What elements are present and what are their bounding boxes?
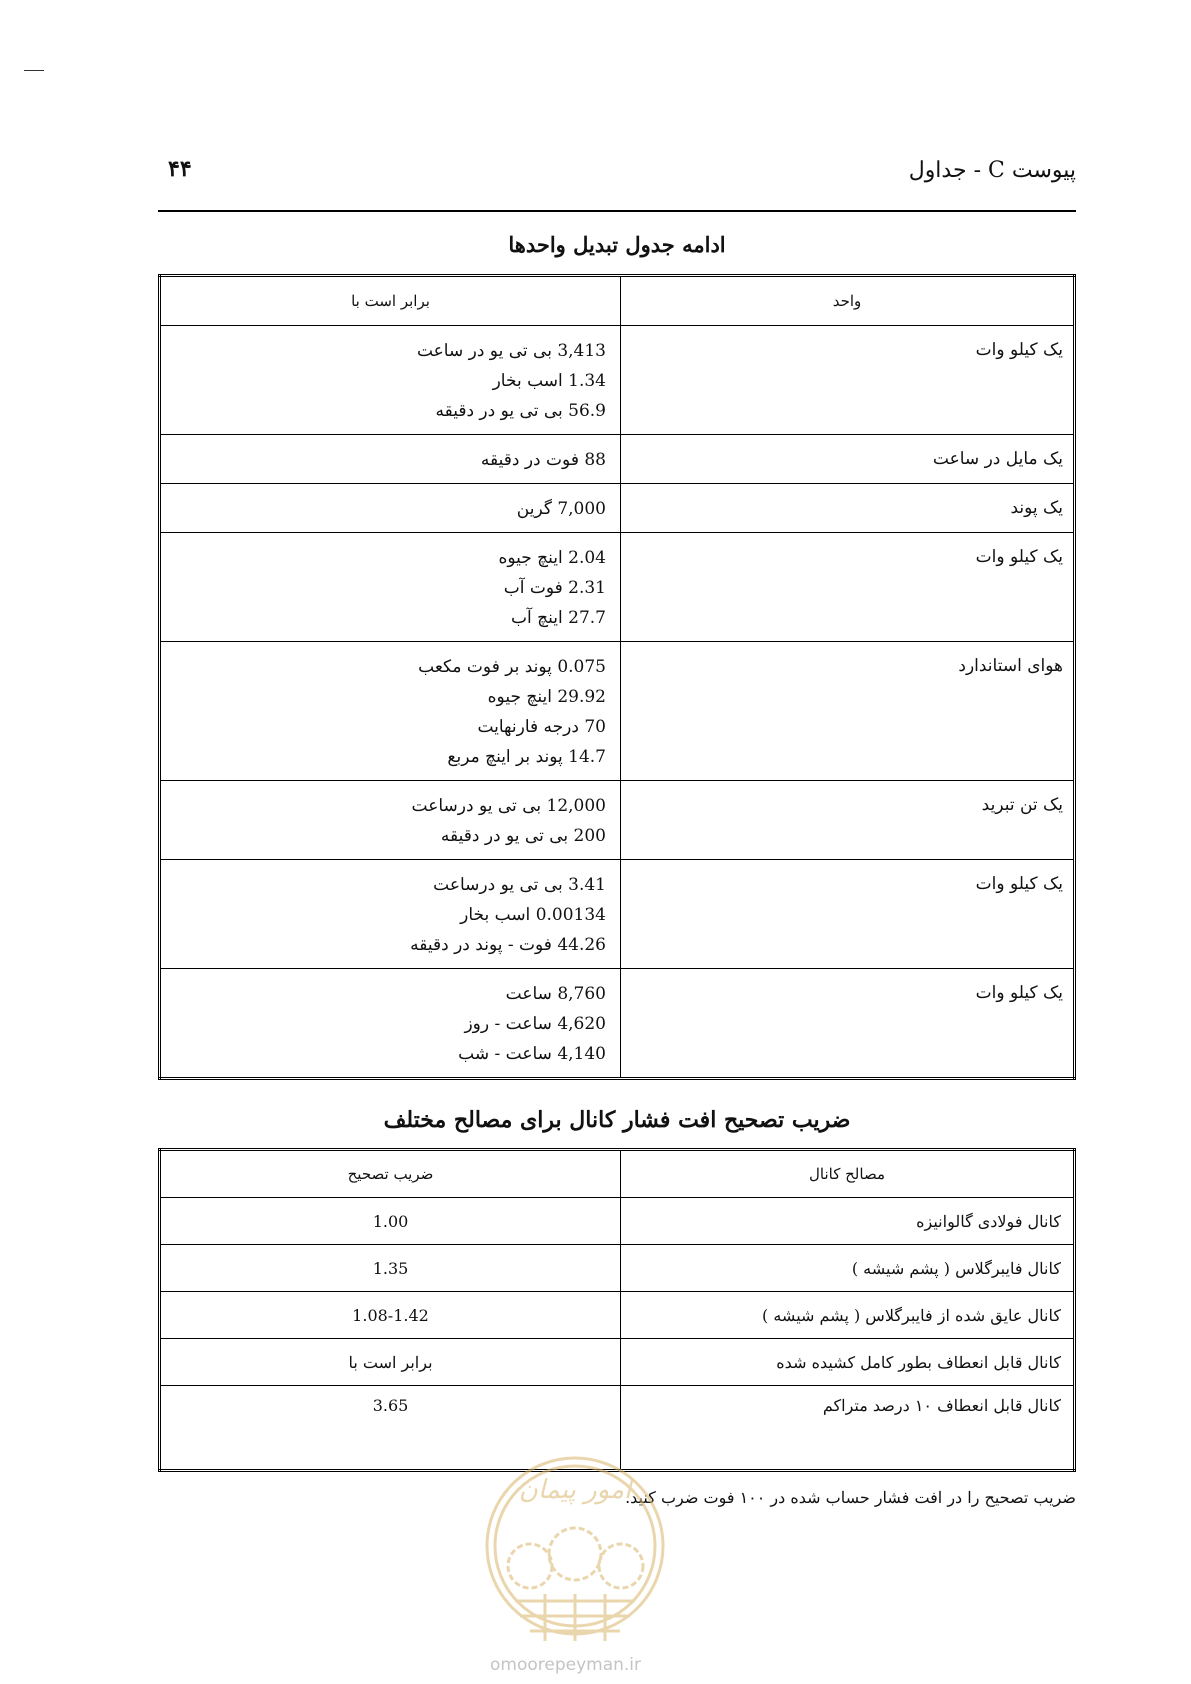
equivalent-value: 4,140 ساعت - شب: [458, 1044, 606, 1064]
equivalent-value: 29.92 اینچ جیوه: [487, 687, 606, 707]
unit-column-header: واحد: [621, 276, 1075, 326]
unit-cell: یک تن تبرید: [621, 781, 1075, 860]
unit-cell: یک کیلو وات: [621, 533, 1075, 642]
equivalent-value: 8,760 ساعت: [505, 984, 606, 1004]
unit-cell: یک مایل در ساعت: [621, 435, 1075, 484]
factor-cell: برابر است با: [160, 1339, 621, 1386]
factor-row: [160, 1292, 1075, 1339]
equivalent-value: 4,620 ساعت - روز: [464, 1014, 606, 1034]
units-row: [160, 642, 1075, 781]
factor-row: [160, 1339, 1075, 1386]
units-row: [160, 781, 1075, 860]
equivalent-value: 70 درجه فارنهایت: [477, 717, 606, 737]
page-header: [158, 152, 1076, 202]
equivalent-cell: [160, 533, 621, 642]
material-cell: کانال فولادی گالوانیزه: [621, 1198, 1075, 1245]
equivalent-value: 12,000 بی تی یو درساعت: [411, 796, 606, 816]
unit-cell: یک پوند: [621, 484, 1075, 533]
equivalent-cell: [160, 781, 621, 860]
material-cell: کانال قابل انعطاف بطور کامل کشیده شده: [621, 1339, 1075, 1386]
equivalent-cell: [160, 326, 621, 435]
units-table-title: ادامه جدول تبدیل واحدها: [508, 232, 726, 257]
unit-cell: یک کیلو وات: [621, 860, 1075, 969]
running-title: پیوست C - جداول: [908, 158, 1076, 183]
equivalent-value: 3.41 بی تی یو درساعت: [433, 875, 606, 895]
equivalent-value: 44.26 فوت - پوند در دقیقه: [410, 935, 606, 955]
unit-cell: یک کیلو وات: [621, 326, 1075, 435]
units-row: [160, 435, 1075, 484]
units-header-row: [160, 276, 1075, 326]
factor-cell: 1.00: [160, 1198, 621, 1245]
equivalent-cell: [160, 969, 621, 1079]
page-number: ۴۴: [168, 156, 192, 182]
units-row: [160, 533, 1075, 642]
footnote: ضریب تصحیح را در افت فشار حساب شده در ۱۰۰ فوت ضرب کنید.: [625, 1488, 1076, 1507]
factor-cell: 1.08-1.42: [160, 1292, 621, 1339]
equivalent-value: 14.7 پوند بر اینچ مربع: [447, 747, 606, 767]
equivalent-value: 1.34 اسب بخار: [492, 371, 606, 391]
factor-cell: 3.65: [160, 1386, 621, 1471]
units-row: [160, 484, 1075, 533]
equivalent-cell: [160, 860, 621, 969]
equivalent-value: 3,413 بی تی یو در ساعت: [416, 341, 606, 361]
factor-row: [160, 1198, 1075, 1245]
equivalent-cell: [160, 435, 621, 484]
factor-header-row: [160, 1150, 1075, 1198]
correction-factor-table: [158, 1148, 1076, 1472]
factor-table-title: ضریب تصحیح افت فشار کانال برای مصالح مختلف: [383, 1107, 851, 1133]
unit-cell: هوای استاندارد: [621, 642, 1075, 781]
factor-table-body: [160, 1198, 1075, 1471]
units-row: [160, 860, 1075, 969]
svg-text:امور پیمان: امور پیمان: [518, 1475, 632, 1505]
equals-column-header: برابر است با: [160, 276, 621, 326]
watermark-logo: [475, 1436, 675, 1666]
equivalent-value: 200 بی تی یو در دقیقه: [440, 826, 606, 846]
watermark-url: omoorepeyman.ir: [490, 1655, 642, 1675]
equivalent-value: 0.00134 اسب بخار: [460, 905, 606, 925]
equivalent-value: 0.075 پوند بر فوت مکعب: [418, 657, 606, 677]
equivalent-value: 27.7 اینچ آب: [511, 608, 606, 628]
header-divider: [158, 210, 1076, 212]
corner-mark: [24, 70, 44, 71]
unit-cell: یک کیلو وات: [621, 969, 1075, 1079]
units-table-body: [160, 326, 1075, 1079]
material-cell: کانال فایبرگلاس ( پشم شیشه ): [621, 1245, 1075, 1292]
material-cell: کانال قابل انعطاف ۱۰ درصد متراکم: [621, 1386, 1075, 1471]
equivalent-value: 7,000 گرین: [516, 499, 606, 519]
material-cell: کانال عایق شده از فایبرگلاس ( پشم شیشه ): [621, 1292, 1075, 1339]
unit-conversion-table: [158, 274, 1076, 1080]
equivalent-value: 2.31 فوت آب: [503, 578, 606, 598]
equivalent-value: 2.04 اینچ جیوه: [498, 548, 606, 568]
equivalent-cell: [160, 642, 621, 781]
units-row: [160, 969, 1075, 1079]
factor-row: [160, 1245, 1075, 1292]
factor-cell: 1.35: [160, 1245, 621, 1292]
equivalent-value: 56.9 بی تی یو در دقیقه: [435, 401, 606, 421]
factor-column-header: ضریب تصحیح: [160, 1150, 621, 1198]
equivalent-value: 88 فوت در دقیقه: [480, 450, 606, 470]
equivalent-cell: [160, 484, 621, 533]
material-column-header: مصالح کانال: [621, 1150, 1075, 1198]
units-row: [160, 326, 1075, 435]
